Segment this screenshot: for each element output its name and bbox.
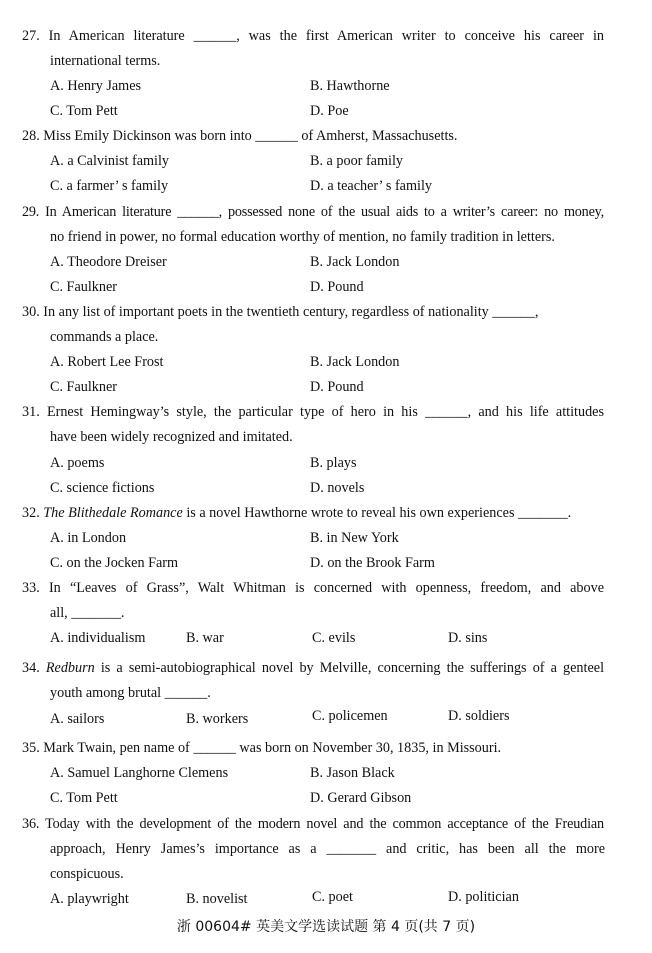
option-d: D. soldiers <box>448 708 510 724</box>
question-text-continued: no friend in power, no formal education worthy of mention, no family tradition in letters. <box>50 229 555 245</box>
question-number: 34. <box>22 660 40 676</box>
question-text-continued: conspicuous. <box>50 866 124 882</box>
option-c: C. Tom Pett <box>50 103 118 119</box>
option-c: C. on the Jocken Farm <box>50 555 179 571</box>
question-text-continued: commands a place. <box>50 329 159 345</box>
option-b: B. Hawthorne <box>310 78 390 94</box>
question-number: 28. <box>22 128 40 144</box>
question-number: 35. <box>22 740 40 756</box>
option-b: B. Jack London <box>310 254 400 270</box>
option-c: C. Faulkner <box>50 279 117 295</box>
question-35 <box>22 739 501 757</box>
question-number: 32. <box>22 505 40 521</box>
option-d: D. a teacher’ s family <box>310 178 432 194</box>
question-text: is a semi-autobiographical novel by Melville, concerning the sufferings of a genteel <box>94 660 605 676</box>
option-d: D. Pound <box>310 379 364 395</box>
question-text-continued: international terms. <box>50 53 161 69</box>
question-34 <box>22 659 604 677</box>
question-32 <box>22 504 571 522</box>
option-b: B. war <box>186 630 224 646</box>
option-a: A. sailors <box>50 711 105 727</box>
question-text-continued: approach, Henry James’s importance as a _______ and critic, has been all the more <box>50 841 605 857</box>
option-a: A. in London <box>50 530 127 546</box>
option-a: A. Henry James <box>50 78 142 94</box>
option-d: D. Pound <box>310 279 364 295</box>
question-text: In “Leaves of Grass”, Walt Whitman is concerned with openness, freedom, and above <box>48 580 604 596</box>
question-30 <box>22 303 538 321</box>
option-d: D. on the Brook Farm <box>310 555 435 571</box>
question-28 <box>22 127 457 145</box>
option-d: D. sins <box>448 630 488 646</box>
question-text: is a novel Hawthorne wrote to reveal his own experiences _______. <box>182 505 572 521</box>
question-text: Mark Twain, pen name of ______ was born on November 30, 1835, in Missouri. <box>43 740 502 756</box>
option-b: B. novelist <box>186 891 248 907</box>
book-title: The Blithedale Romance <box>43 505 183 521</box>
question-number: 31. <box>22 404 40 420</box>
option-a: A. playwright <box>50 891 129 907</box>
option-d: D. politician <box>448 889 519 905</box>
question-text: Ernest Hemingway’s style, the particular type of hero in his ______, and his life attitudes <box>46 404 604 420</box>
option-c: C. Faulkner <box>50 379 117 395</box>
question-number: 29. <box>22 204 40 220</box>
question-text: In any list of important poets in the twentieth century, regardless of nationality ______, <box>43 304 539 320</box>
question-text-continued: have been widely recognized and imitated. <box>50 429 293 445</box>
question-36 <box>22 815 604 833</box>
option-a: A. Theodore Dreiser <box>50 254 167 270</box>
option-b: B. Jack London <box>310 354 400 370</box>
option-d: D. Gerard Gibson <box>310 790 412 806</box>
option-a: A. Robert Lee Frost <box>50 354 164 370</box>
question-number: 30. <box>22 304 40 320</box>
option-a: A. individualism <box>50 630 146 646</box>
question-27 <box>22 27 604 45</box>
option-d: D. novels <box>310 480 365 496</box>
question-text: In American literature ______, was the first American writer to conceive his career in <box>48 28 605 44</box>
page-footer: 浙 00604# 英美文学选读试题 第 4 页(共 7 页) <box>176 919 476 935</box>
option-c: C. poet <box>312 889 353 905</box>
option-d: D. Poe <box>310 103 349 119</box>
question-31 <box>22 403 604 421</box>
option-c: C. policemen <box>312 708 388 724</box>
option-a: A. Samuel Langhorne Clemens <box>50 765 229 781</box>
question-text: Today with the development of the modern novel and the common acceptance of the Freudian <box>45 816 605 832</box>
book-title: Redburn <box>45 660 95 676</box>
question-number: 36. <box>22 816 40 832</box>
question-29 <box>22 203 604 221</box>
option-b: B. in New York <box>310 530 399 546</box>
question-text: In American literature ______, possessed none of the usual aids to a writer’s career: no money, <box>45 204 604 220</box>
question-text: Miss Emily Dickinson was born into ______ of Amherst, Massachusetts. <box>43 128 458 144</box>
option-b: B. plays <box>310 455 357 471</box>
option-c: C. science fictions <box>50 480 155 496</box>
question-number: 33. <box>22 580 40 596</box>
question-text-continued: all, _______. <box>50 605 125 621</box>
option-c: C. evils <box>312 630 356 646</box>
option-c: C. a farmer’ s family <box>50 178 169 194</box>
option-b: B. a poor family <box>310 153 403 169</box>
option-a: A. poems <box>50 455 105 471</box>
question-text-continued: youth among brutal ______. <box>50 685 211 701</box>
question-33 <box>22 579 604 597</box>
question-number: 27. <box>22 28 40 44</box>
option-c: C. Tom Pett <box>50 790 118 806</box>
option-b: B. workers <box>186 711 249 727</box>
option-b: B. Jason Black <box>310 765 395 781</box>
option-a: A. a Calvinist family <box>50 153 170 169</box>
